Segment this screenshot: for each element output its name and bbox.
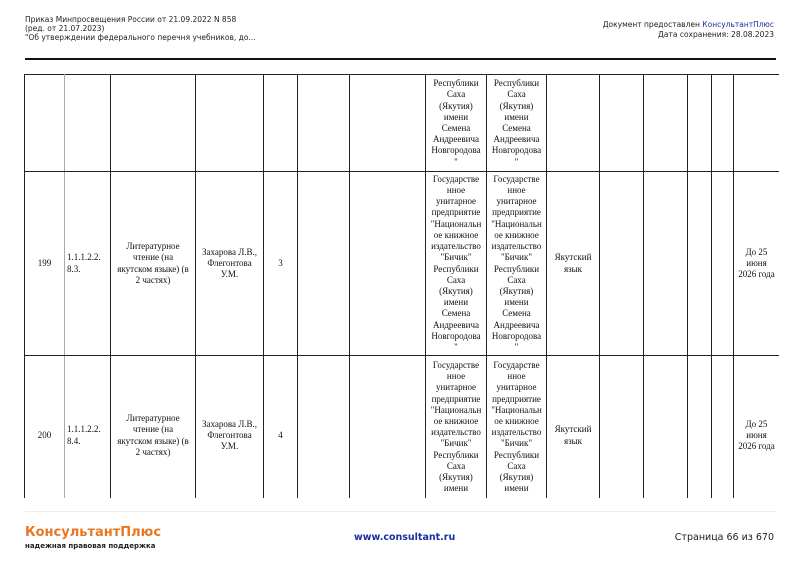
header-divider — [25, 58, 776, 60]
table-row — [25, 356, 780, 499]
row-number: 199 — [25, 172, 65, 356]
provider-brand-link[interactable]: КонсультантПлюс — [702, 20, 774, 29]
publisher-cell-2: Государстве нное унитарное предприятие "Национальн ое книжное издательство "Бичик" Республики Саха (Якутия) имени — [491, 360, 542, 494]
table-row — [25, 172, 780, 356]
row-number: 200 — [25, 356, 65, 499]
provided-by-label: Документ предоставлен — [602, 20, 703, 29]
page-number: Страница 66 из 670 — [674, 532, 774, 543]
publisher-cell: Республики Саха (Якутия) имени Семена Андреевича Новгородова " — [426, 75, 487, 172]
provider-info — [603, 20, 774, 40]
textbook-title: Литературное чтение (на якутском языке) (в 2 частях) — [111, 356, 196, 499]
footer-divider — [25, 511, 776, 512]
website-link[interactable]: www.consultant.ru — [354, 532, 456, 543]
logo-tagline: надежная правовая поддержка — [25, 542, 156, 550]
language: Якутский язык — [547, 356, 600, 499]
textbook-table — [24, 74, 779, 498]
publisher-cell: Государстве нное унитарное предприятие "Национальн ое книжное издательство "Бичик" Республики Саха (Якутия) имени — [430, 360, 482, 494]
consultant-logo: КонсультантПлюс — [25, 525, 162, 540]
publisher-cell: Государстве нное унитарное предприятие "Национальн ое книжное издательство "Бичик" Республики Саха (Якутия) имени Семена Андреевича Новгородова " — [426, 172, 487, 356]
authors: Захарова Л.В., Флегонтова У.М. — [196, 356, 264, 499]
save-date: Дата сохранения: 28.08.2023 — [658, 30, 774, 39]
publisher-cell-2: Государстве нное унитарное предприятие "Национальн ое книжное издательство "Бичик" Республики Саха (Якутия) имени Семена Андреевича Новгородова " — [487, 172, 547, 356]
language: Якутский язык — [547, 172, 600, 356]
deadline: До 25 июня 2026 года — [734, 172, 780, 356]
textbook-title: Литературное чтение (на якутском языке) (в 2 частях) — [111, 172, 196, 356]
textbook-code: 1.1.1.2.2. 8.4. — [65, 356, 111, 499]
document-title: Приказ Минпросвещения России от 21.09.2022 N 858 (ред. от 21.07.2023) "Об утверждении федерального перечня учебников, до... — [25, 15, 256, 42]
table-row — [25, 75, 780, 172]
textbook-code: 1.1.1.2.2. 8.3. — [65, 172, 111, 356]
authors: Захарова Л.В., Флегонтова У.М. — [196, 172, 264, 356]
grade: 3 — [264, 172, 298, 356]
deadline: До 25 июня 2026 года — [734, 356, 780, 499]
publisher-cell-2: Республики Саха (Якутия) имени Семена Андреевича Новгородова " — [487, 75, 547, 172]
grade: 4 — [264, 356, 298, 499]
